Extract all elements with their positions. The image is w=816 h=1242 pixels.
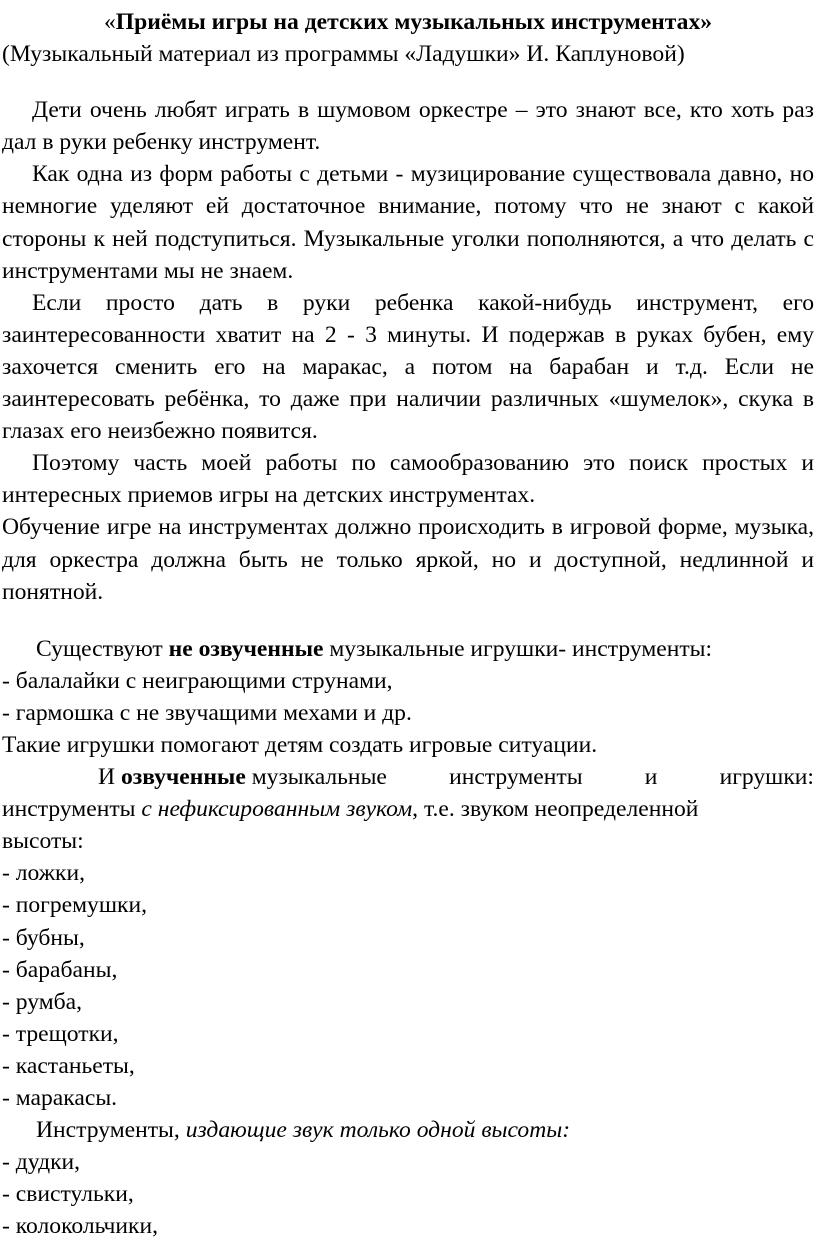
- title-text: Приёмы игры на детских музыкальных инструментах: [115, 9, 701, 35]
- voiced-italic-term: с нефиксированным звуком: [141, 796, 413, 823]
- voiced-intro-line-3: высоты:: [2, 828, 84, 855]
- list-item: - свистульки,: [2, 1181, 134, 1208]
- list-item: - кастаньеты,: [2, 1052, 135, 1079]
- list-item: - барабаны,: [2, 956, 118, 983]
- voiced-intro-line: И озвученные музыкальные инструменты и игрушки:: [98, 764, 814, 791]
- unvoiced-note: Такие игрушки помогают детям создать игровые ситуации.: [2, 731, 598, 758]
- spacer: [2, 70, 814, 94]
- list-item: - погремушки,: [2, 892, 148, 919]
- list-item: - румба,: [2, 988, 83, 1015]
- document-title: [2, 6, 814, 38]
- list-item: - балалайки с неиграющими струнами,: [2, 667, 393, 694]
- list-item: - колокольчики,: [2, 1213, 159, 1240]
- list-item: - маракасы.: [2, 1085, 118, 1111]
- paragraph-1: Дети очень любят играть в шумовом оркестре – это знают все, кто хоть раз дал в руки ребенку инструмент.: [2, 97, 814, 156]
- paragraph-5: Обучение игре на инструментах должно происходить в игровой форме, музыка, для оркестра должна быть не только яркой, но и доступной, недлинной и понятной.: [2, 514, 814, 605]
- single-pitch-intro: Инструменты, издающие звук только одной высоты:: [36, 1117, 571, 1144]
- paragraph-4: Поэтому часть моей работы по самообразованию это поиск простых и интересных приемов игры на детских инструментах.: [2, 450, 814, 509]
- title-close-quote: »: [700, 9, 713, 35]
- paragraph-2: Как одна из форм работы с детьми - музицирование существовала давно, но немногие уделяют ей достаточное внимание, потому что не знают с какой стороны к ней подступиться. Музыкальные уголки пополняются, а что делать с инструментами мы не знаем.: [2, 161, 814, 284]
- list-item: - трещотки,: [2, 1020, 119, 1047]
- list-item: - дудки,: [2, 1149, 81, 1176]
- unvoiced-bold-term: не озвученные: [168, 635, 324, 662]
- list-item: - ложки,: [2, 860, 86, 887]
- list-item: - бубны,: [2, 924, 85, 951]
- unvoiced-intro: Существуют не озвученные музыкальные игрушки- инструменты:: [36, 635, 713, 662]
- voiced-bold-term: озвученные: [120, 764, 246, 791]
- title-open-quote: «: [103, 9, 116, 35]
- document-subtitle: (Музыкальный материал из программы «Ладушки» И. Каплуновой): [2, 41, 685, 68]
- spacer: [2, 608, 814, 633]
- voiced-intro-line-2: инструменты с нефиксированным звуком, т.е. звуком неопределенной: [2, 796, 699, 823]
- single-pitch-italic: издающие звук только одной высоты:: [185, 1117, 571, 1144]
- list-item: - гармошка с не звучащими мехами и др.: [2, 699, 412, 726]
- paragraph-3: Если просто дать в руки ребенка какой-нибудь инструмент, его заинтересованности хватит на 2 - 3 минуты. И подержав в руках бубен, ему захочется сменить его на маракас, а потом на барабан и т.д. Если не заинтересовать ребёнка, то даже при наличии различных «шумелок», скука в глазах его неизбежно появится.: [2, 289, 814, 445]
